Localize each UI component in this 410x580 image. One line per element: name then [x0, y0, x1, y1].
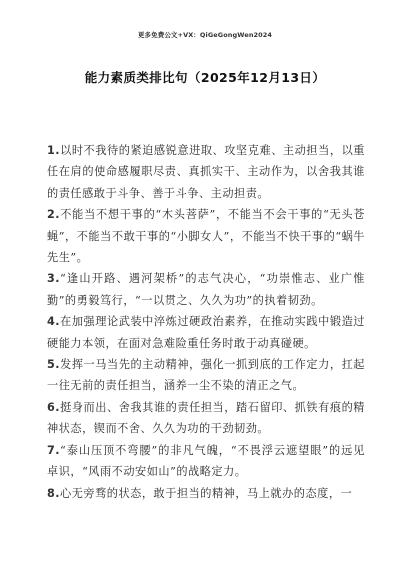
paragraph-number: 2. — [47, 208, 61, 222]
header-note: 更多免费公文+VX：QiGeGongWen2024 — [137, 31, 273, 39]
paragraph-text: 发挥一马当先的主动精神，强化一抓到底的工作定力，扛起一往无前的责任担当，涵养一尘不染的清正之气。 — [47, 358, 365, 393]
paragraph-6 — [47, 397, 365, 440]
paragraph-text: 以时不我待的紧迫感锐意进取、攻坚克难、主动担当，以重任在肩的使命感履职尽责、真抓实干、主动作为，以舍我其谁的责任感敢于斗争、善于斗争、主动担责。 — [47, 144, 365, 200]
paragraph-4 — [47, 311, 365, 354]
paragraph-number: 5. — [47, 358, 61, 372]
document-body — [47, 140, 365, 504]
paragraph-text: 不能当不想干事的“木头菩萨”，不能当不会干事的“无头苍蝇”，不能当不敢干事的“小脚女人”，不能当不快干事的“蜗牛先生”。 — [47, 208, 365, 265]
paragraph-8 — [47, 483, 365, 504]
paragraph-number: 7. — [47, 443, 61, 457]
paragraph-5 — [47, 354, 365, 397]
paragraph-text: “逢山开路、遇河架桥”的志气决心，“功崇惟志、业广惟勤”的勇毅笃行，“一以贯之、久久为功”的执着韧劲。 — [47, 272, 365, 307]
document-title: 能力素质类排比句（2025年12月13日） — [84, 70, 326, 85]
paragraph-7 — [47, 440, 365, 483]
paragraph-1 — [47, 140, 365, 204]
paragraph-text: 在加强理论武装中淬炼过硬政治素养，在推动实践中锻造过硬能力本领，在面对急难险重任务时敢于动真碰硬。 — [47, 315, 365, 350]
paragraph-text: 挺身而出、舍我其谁的责任担当，踏石留印、抓铁有痕的精神状态，锲而不舍、久久为功的干劲韧劲。 — [47, 400, 365, 436]
paragraph-text: “泰山压顶不弯腰”的非凡气魄，“不畏浮云遮望眼”的远见卓识，“风雨不动安如山”的战略定力。 — [47, 443, 365, 479]
paragraph-text: 心无旁骛的状态，敢于担当的精神，马上就办的态度，一 — [60, 486, 353, 500]
paragraph-number: 3. — [47, 272, 61, 286]
paragraph-number: 6. — [47, 400, 61, 414]
paragraph-number: 4. — [47, 315, 61, 329]
paragraph-number: 1. — [47, 144, 61, 157]
paragraph-number: 8. — [47, 486, 61, 500]
paragraph-3 — [47, 268, 365, 311]
paragraph-2 — [47, 204, 365, 268]
